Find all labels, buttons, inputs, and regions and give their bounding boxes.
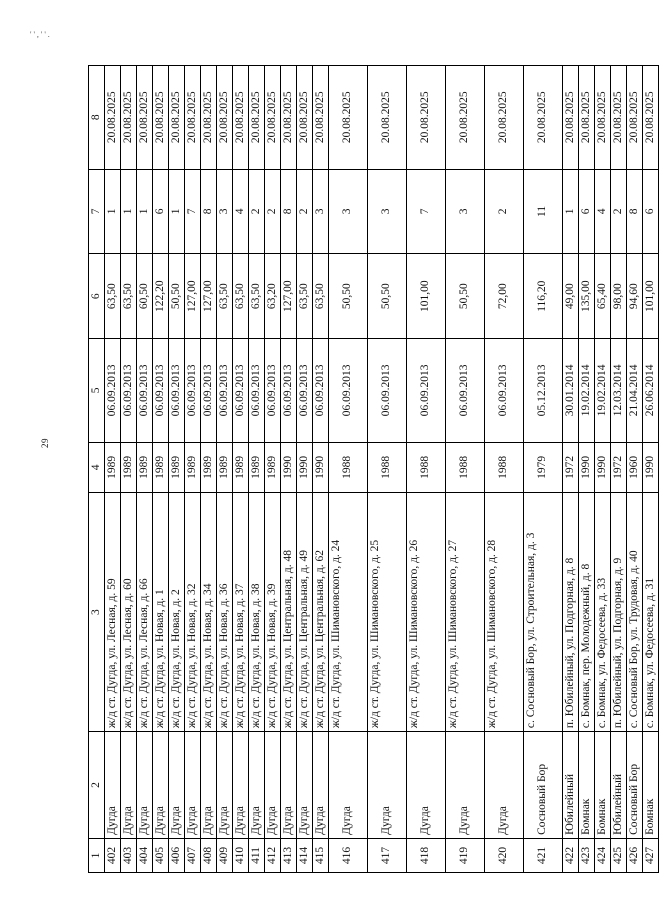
- date-cell: 19.02.2014: [579, 339, 595, 442]
- settlement-cell: Бомнак: [595, 732, 611, 839]
- build-year-cell: 1990: [313, 442, 329, 493]
- column-number: 8: [89, 66, 105, 170]
- build-year-cell: 1989: [137, 442, 153, 493]
- count-cell: 2: [611, 169, 627, 254]
- table-row: [233, 66, 249, 873]
- table-row: [611, 66, 627, 873]
- until-date-cell: 20.08.2025: [368, 66, 407, 170]
- table-row: [595, 66, 611, 873]
- table-row: [169, 66, 185, 873]
- table-row: [121, 66, 137, 873]
- build-year-cell: 1988: [368, 442, 407, 493]
- row-number: 405: [153, 838, 169, 872]
- settlement-cell: Дугда: [169, 732, 185, 839]
- address-cell: ж/д ст. Дугда, ул. Центральная, д. 48: [281, 493, 297, 732]
- row-number: 412: [265, 838, 281, 872]
- area-cell: 122,20: [153, 254, 169, 339]
- address-cell: ж/д ст. Дугда, ул. Лесная, д. 59: [105, 493, 121, 732]
- count-cell: 7: [407, 169, 446, 254]
- count-cell: 6: [153, 169, 169, 254]
- build-year-cell: 1989: [121, 442, 137, 493]
- row-number: 423: [579, 838, 595, 872]
- address-cell: ж/д ст. Дугда, ул. Новая, д. 34: [201, 493, 217, 732]
- area-cell: 63,50: [217, 254, 233, 339]
- area-cell: 63,50: [297, 254, 313, 339]
- table-row: [446, 66, 485, 873]
- column-number: 1: [89, 838, 105, 872]
- until-date-cell: 20.08.2025: [105, 66, 121, 170]
- address-cell: п. Юбилейный, ул. Подгорная, д. 8: [563, 493, 579, 732]
- build-year-cell: 1990: [281, 442, 297, 493]
- area-cell: 101,00: [643, 254, 659, 339]
- table-row: [185, 66, 201, 873]
- table-row: [313, 66, 329, 873]
- date-cell: 06.09.2013: [201, 339, 217, 442]
- row-number: 419: [446, 838, 485, 872]
- address-cell: ж/д ст. Дугда, ул. Новая, д. 37: [233, 493, 249, 732]
- area-cell: 50,50: [368, 254, 407, 339]
- count-cell: 11: [524, 169, 563, 254]
- until-date-cell: 20.08.2025: [563, 66, 579, 170]
- count-cell: 2: [297, 169, 313, 254]
- row-number: 408: [201, 838, 217, 872]
- date-cell: 06.09.2013: [105, 339, 121, 442]
- table-row: [485, 66, 524, 873]
- table-row: [563, 66, 579, 873]
- table-row: [579, 66, 595, 873]
- until-date-cell: 20.08.2025: [137, 66, 153, 170]
- table-row: [153, 66, 169, 873]
- date-cell: 06.09.2013: [249, 339, 265, 442]
- date-cell: 06.09.2013: [446, 339, 485, 442]
- build-year-cell: 1989: [201, 442, 217, 493]
- area-cell: 50,50: [329, 254, 368, 339]
- settlement-cell: Дугда: [446, 732, 485, 839]
- until-date-cell: 20.08.2025: [446, 66, 485, 170]
- until-date-cell: 20.08.2025: [313, 66, 329, 170]
- address-cell: ж/д ст. Дугда, ул. Шимановского, д. 24: [329, 493, 368, 732]
- row-number: 422: [563, 838, 579, 872]
- settlement-cell: Дугда: [185, 732, 201, 839]
- date-cell: 06.09.2013: [281, 339, 297, 442]
- count-cell: 3: [446, 169, 485, 254]
- build-year-cell: 1989: [265, 442, 281, 493]
- count-cell: 3: [368, 169, 407, 254]
- date-cell: 06.09.2013: [169, 339, 185, 442]
- count-cell: 3: [313, 169, 329, 254]
- row-number: 406: [169, 838, 185, 872]
- area-cell: 98,00: [611, 254, 627, 339]
- address-cell: ж/д ст. Дугда, ул. Шимановского, д. 26: [407, 493, 446, 732]
- date-cell: 06.09.2013: [121, 339, 137, 442]
- area-cell: 65,40: [595, 254, 611, 339]
- row-number: 424: [595, 838, 611, 872]
- until-date-cell: 20.08.2025: [121, 66, 137, 170]
- row-number: 416: [329, 838, 368, 872]
- count-cell: 7: [185, 169, 201, 254]
- date-cell: 06.09.2013: [297, 339, 313, 442]
- address-cell: ж/д ст. Дугда, ул. Новая, д. 39: [265, 493, 281, 732]
- until-date-cell: 20.08.2025: [169, 66, 185, 170]
- until-date-cell: 20.08.2025: [281, 66, 297, 170]
- address-cell: ж/д ст. Дугда, ул. Шимановского, д. 25: [368, 493, 407, 732]
- build-year-cell: 1990: [297, 442, 313, 493]
- table-row: [201, 66, 217, 873]
- count-cell: 2: [485, 169, 524, 254]
- address-cell: ж/д ст. Дугда, ул. Лесная, д. 60: [121, 493, 137, 732]
- scan-specks: ' ' , ' ' .: [30, 30, 50, 39]
- row-number: 404: [137, 838, 153, 872]
- build-year-cell: 1972: [563, 442, 579, 493]
- build-year-cell: 1990: [579, 442, 595, 493]
- area-cell: 63,50: [233, 254, 249, 339]
- row-number: 407: [185, 838, 201, 872]
- settlement-cell: Дугда: [368, 732, 407, 839]
- until-date-cell: 20.08.2025: [153, 66, 169, 170]
- count-cell: 4: [233, 169, 249, 254]
- build-year-cell: 1988: [446, 442, 485, 493]
- address-cell: с. Сосновый Бор, ул. Строительная, д. 3: [524, 493, 563, 732]
- build-year-cell: 1990: [595, 442, 611, 493]
- date-cell: 05.12.2013: [524, 339, 563, 442]
- area-cell: 101,00: [407, 254, 446, 339]
- address-cell: с. Бомнак, ул. Федосеева, д. 33: [595, 493, 611, 732]
- row-number: 425: [611, 838, 627, 872]
- table-row: [249, 66, 265, 873]
- date-cell: 06.09.2013: [265, 339, 281, 442]
- table-row: [217, 66, 233, 873]
- build-year-cell: 1989: [169, 442, 185, 493]
- address-cell: с. Сосновый Бор, ул. Трудовая, д. 40: [627, 493, 643, 732]
- until-date-cell: 20.08.2025: [217, 66, 233, 170]
- until-date-cell: 20.08.2025: [407, 66, 446, 170]
- rotated-table-wrapper: [88, 65, 656, 873]
- until-date-cell: 20.08.2025: [329, 66, 368, 170]
- page-number: 29: [40, 438, 50, 448]
- row-number: 415: [313, 838, 329, 872]
- date-cell: 06.09.2013: [217, 339, 233, 442]
- table-row: [524, 66, 563, 873]
- until-date-cell: 20.08.2025: [201, 66, 217, 170]
- until-date-cell: 20.08.2025: [611, 66, 627, 170]
- build-year-cell: 1989: [233, 442, 249, 493]
- date-cell: 06.09.2013: [233, 339, 249, 442]
- address-cell: ж/д ст. Дугда, ул. Центральная, д. 49: [297, 493, 313, 732]
- area-cell: 63,20: [265, 254, 281, 339]
- address-cell: с. Бомнак, пер. Молодежный, д. 8: [579, 493, 595, 732]
- date-cell: 06.09.2013: [368, 339, 407, 442]
- build-year-cell: 1990: [643, 442, 659, 493]
- row-number: 417: [368, 838, 407, 872]
- until-date-cell: 20.08.2025: [627, 66, 643, 170]
- row-number: 411: [249, 838, 265, 872]
- count-cell: 8: [627, 169, 643, 254]
- row-number: 427: [643, 838, 659, 872]
- count-cell: 1: [169, 169, 185, 254]
- until-date-cell: 20.08.2025: [579, 66, 595, 170]
- table-row: [643, 66, 659, 873]
- count-cell: 4: [595, 169, 611, 254]
- area-cell: 63,50: [249, 254, 265, 339]
- area-cell: 127,00: [281, 254, 297, 339]
- settlement-cell: Дугда: [297, 732, 313, 839]
- date-cell: 30.01.2014: [563, 339, 579, 442]
- table-row: [137, 66, 153, 873]
- build-year-cell: 1989: [105, 442, 121, 493]
- address-cell: ж/д ст. Дугда, ул. Лесная, д. 66: [137, 493, 153, 732]
- address-cell: ж/д ст. Дугда, ул. Новая, д. 1: [153, 493, 169, 732]
- table-row: [627, 66, 643, 873]
- area-cell: 94,60: [627, 254, 643, 339]
- housing-register-table: [88, 65, 659, 873]
- build-year-cell: 1988: [485, 442, 524, 493]
- until-date-cell: 20.08.2025: [595, 66, 611, 170]
- settlement-cell: Дугда: [313, 732, 329, 839]
- date-cell: 06.09.2013: [329, 339, 368, 442]
- build-year-cell: 1979: [524, 442, 563, 493]
- table-row: [368, 66, 407, 873]
- build-year-cell: 1972: [611, 442, 627, 493]
- row-number: 426: [627, 838, 643, 872]
- build-year-cell: 1960: [627, 442, 643, 493]
- address-cell: п. Юбилейный, ул. Подгорная, д. 9: [611, 493, 627, 732]
- date-cell: 06.09.2013: [313, 339, 329, 442]
- settlement-cell: Сосновый Бор: [524, 732, 563, 839]
- row-number: 410: [233, 838, 249, 872]
- settlement-cell: Дугда: [249, 732, 265, 839]
- build-year-cell: 1988: [407, 442, 446, 493]
- count-cell: 3: [217, 169, 233, 254]
- area-cell: 135,00: [579, 254, 595, 339]
- settlement-cell: Дугда: [485, 732, 524, 839]
- build-year-cell: 1989: [249, 442, 265, 493]
- until-date-cell: 20.08.2025: [233, 66, 249, 170]
- column-number-row: [89, 66, 105, 873]
- settlement-cell: Дугда: [233, 732, 249, 839]
- until-date-cell: 20.08.2025: [297, 66, 313, 170]
- row-number: 413: [281, 838, 297, 872]
- settlement-cell: Дугда: [281, 732, 297, 839]
- column-number: 7: [89, 169, 105, 254]
- area-cell: 72,00: [485, 254, 524, 339]
- area-cell: 116,20: [524, 254, 563, 339]
- date-cell: 06.09.2013: [185, 339, 201, 442]
- column-number: 5: [89, 339, 105, 442]
- table-row: [329, 66, 368, 873]
- settlement-cell: Дугда: [121, 732, 137, 839]
- date-cell: 06.09.2013: [407, 339, 446, 442]
- column-number: 6: [89, 254, 105, 339]
- settlement-cell: Дугда: [217, 732, 233, 839]
- area-cell: 63,50: [105, 254, 121, 339]
- settlement-cell: Сосновый Бор: [627, 732, 643, 839]
- count-cell: 1: [563, 169, 579, 254]
- count-cell: 3: [329, 169, 368, 254]
- until-date-cell: 20.08.2025: [643, 66, 659, 170]
- settlement-cell: Бомнак: [579, 732, 595, 839]
- row-number: 414: [297, 838, 313, 872]
- row-number: 402: [105, 838, 121, 872]
- build-year-cell: 1988: [329, 442, 368, 493]
- area-cell: 60,50: [137, 254, 153, 339]
- area-cell: 127,00: [185, 254, 201, 339]
- address-cell: ж/д ст. Дугда, ул. Новая, д. 32: [185, 493, 201, 732]
- until-date-cell: 20.08.2025: [265, 66, 281, 170]
- settlement-cell: Дугда: [407, 732, 446, 839]
- count-cell: 2: [249, 169, 265, 254]
- settlement-cell: Юбилейный: [563, 732, 579, 839]
- table-row: [105, 66, 121, 873]
- until-date-cell: 20.08.2025: [249, 66, 265, 170]
- build-year-cell: 1989: [153, 442, 169, 493]
- area-cell: 127,00: [201, 254, 217, 339]
- row-number: 403: [121, 838, 137, 872]
- until-date-cell: 20.08.2025: [524, 66, 563, 170]
- column-number: 3: [89, 493, 105, 732]
- count-cell: 1: [121, 169, 137, 254]
- row-number: 409: [217, 838, 233, 872]
- address-cell: ж/д ст. Дугда, ул. Шимановского, д. 27: [446, 493, 485, 732]
- count-cell: 6: [579, 169, 595, 254]
- table-row: [281, 66, 297, 873]
- count-cell: 8: [281, 169, 297, 254]
- count-cell: 1: [137, 169, 153, 254]
- address-cell: ж/д ст. Дугда, ул. Новая, д. 38: [249, 493, 265, 732]
- table-row: [265, 66, 281, 873]
- until-date-cell: 20.08.2025: [485, 66, 524, 170]
- area-cell: 49,00: [563, 254, 579, 339]
- settlement-cell: Дугда: [329, 732, 368, 839]
- row-number: 418: [407, 838, 446, 872]
- area-cell: 63,50: [121, 254, 137, 339]
- settlement-cell: Бомнак: [643, 732, 659, 839]
- settlement-cell: Дугда: [153, 732, 169, 839]
- count-cell: 6: [643, 169, 659, 254]
- area-cell: 50,50: [169, 254, 185, 339]
- date-cell: 06.09.2013: [153, 339, 169, 442]
- count-cell: 1: [105, 169, 121, 254]
- build-year-cell: 1989: [217, 442, 233, 493]
- settlement-cell: Дугда: [137, 732, 153, 839]
- row-number: 421: [524, 838, 563, 872]
- column-number: 2: [89, 732, 105, 839]
- address-cell: ж/д ст. Дугда, ул. Шимановского, д. 28: [485, 493, 524, 732]
- column-number: 4: [89, 442, 105, 493]
- count-cell: 8: [201, 169, 217, 254]
- date-cell: 19.02.2014: [595, 339, 611, 442]
- build-year-cell: 1989: [185, 442, 201, 493]
- date-cell: 06.09.2013: [137, 339, 153, 442]
- area-cell: 50,50: [446, 254, 485, 339]
- table-row: [407, 66, 446, 873]
- date-cell: 06.09.2013: [485, 339, 524, 442]
- address-cell: ж/д ст. Дугда, ул. Новая, д. 36: [217, 493, 233, 732]
- settlement-cell: Дугда: [201, 732, 217, 839]
- address-cell: ж/д ст. Дугда, ул. Центральная, д. 62: [313, 493, 329, 732]
- settlement-cell: Дугда: [265, 732, 281, 839]
- settlement-cell: Дугда: [105, 732, 121, 839]
- address-cell: с. Бомнак, ул. Федосеева, д. 31: [643, 493, 659, 732]
- row-number: 420: [485, 838, 524, 872]
- settlement-cell: Юбилейный: [611, 732, 627, 839]
- area-cell: 63,50: [313, 254, 329, 339]
- until-date-cell: 20.08.2025: [185, 66, 201, 170]
- address-cell: ж/д ст. Дугда, ул. Новая, д. 2: [169, 493, 185, 732]
- date-cell: 21.04.2014: [627, 339, 643, 442]
- date-cell: 26.06.2014: [643, 339, 659, 442]
- table-row: [297, 66, 313, 873]
- date-cell: 12.03.2014: [611, 339, 627, 442]
- count-cell: 2: [265, 169, 281, 254]
